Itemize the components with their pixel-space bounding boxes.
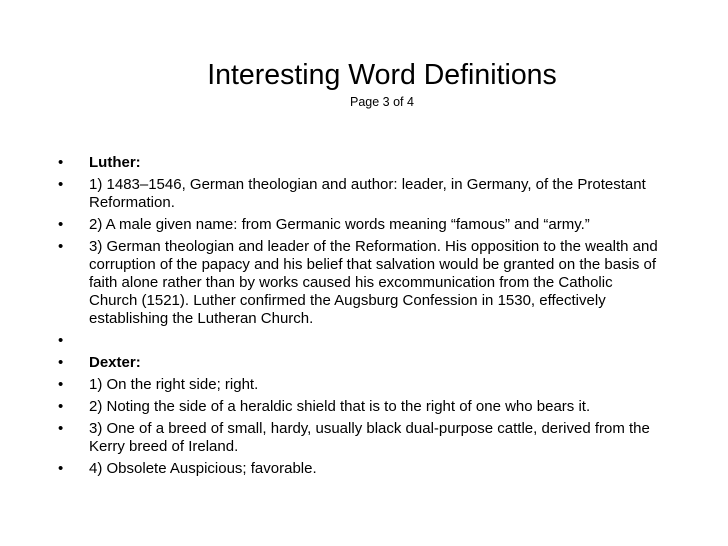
bullet-icon: • — [58, 176, 64, 193]
list-item-empty — [58, 332, 658, 350]
list-item — [58, 420, 658, 456]
bullet-icon: • — [58, 420, 64, 437]
bullet-icon: • — [58, 398, 64, 415]
list-item — [58, 238, 658, 328]
list-item — [58, 460, 658, 478]
list-item — [58, 376, 658, 394]
list-item — [58, 354, 658, 372]
list-item — [58, 398, 658, 416]
bullet-icon: • — [58, 332, 64, 349]
list-item — [58, 176, 658, 212]
definition-text: 1) On the right side; right. — [89, 376, 259, 393]
slide-title — [0, 58, 728, 92]
definition-text: 2) Noting the side of a heraldic shield that is to the right of one who bears it. — [89, 398, 591, 415]
definition-text: 1) 1483–1546, German theologian and author: leader, in Germany, of the Protestant Reformation. — [89, 176, 646, 211]
definition-list — [58, 154, 658, 482]
definition-text: 2) A male given name: from Germanic words meaning “famous” and “army.” — [89, 216, 590, 233]
title-block — [0, 58, 728, 110]
list-item — [58, 154, 658, 172]
word-heading-dexter: Dexter: — [89, 354, 141, 371]
slide-title-text: Interesting Word Definitions — [207, 59, 557, 91]
bullet-icon: • — [58, 460, 64, 477]
bullet-icon: • — [58, 216, 64, 233]
bullet-icon: • — [58, 238, 64, 255]
bullet-icon: • — [58, 376, 64, 393]
bullet-icon: • — [58, 154, 64, 171]
word-heading-luther: Luther: — [89, 154, 141, 171]
definition-text: 3) German theologian and leader of the Reformation. His opposition to the wealth and corruption of the papacy and his belief that salvation would be granted on the basis of faith alone rather than by works caused his excommunication from the Catholic Church (1521). Luther confirmed the Augsburg Confession in 1530, effectively establishing the Lutheran Church. — [89, 238, 658, 327]
list-item — [58, 216, 658, 234]
bullet-icon: • — [58, 354, 64, 371]
definition-text: 3) One of a breed of small, hardy, usually black dual-purpose cattle, derived from the Kerry breed of Ireland. — [89, 420, 650, 455]
page-indicator: Page 3 of 4 — [350, 95, 414, 109]
definition-text: 4) Obsolete Auspicious; favorable. — [89, 460, 317, 477]
